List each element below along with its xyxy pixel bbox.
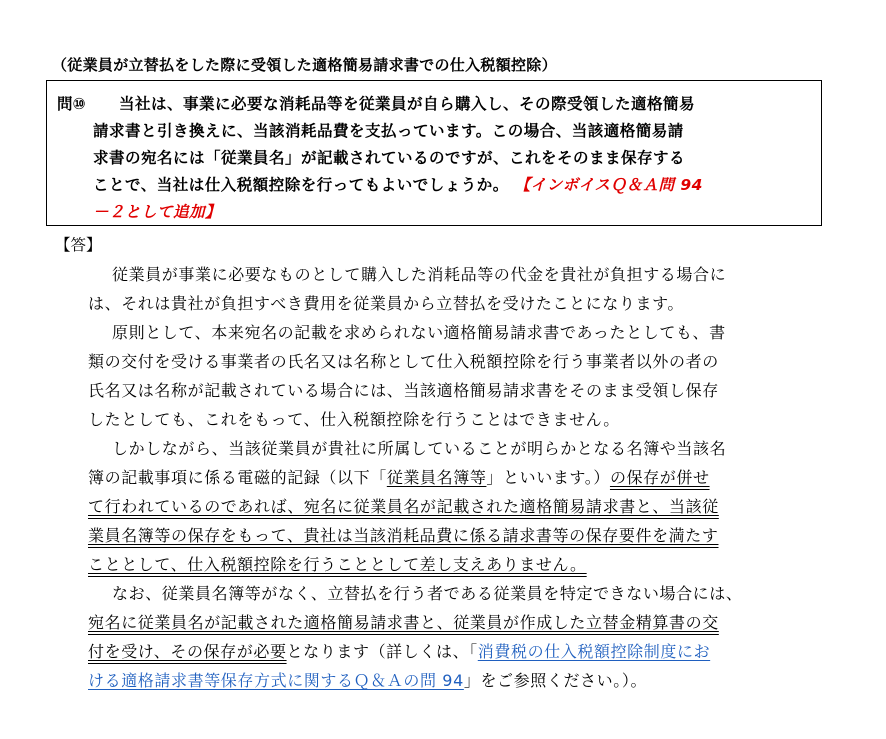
answer-line: しかしながら、当該従業員が貴社に所属していることが明らかとなる名簿や当該名 bbox=[112, 439, 727, 458]
question-line: 請求書と引き換えに、当該消耗品費を支払っています。この場合、当該適格簡易請 bbox=[93, 122, 684, 140]
update-note: －２として追加】 bbox=[93, 203, 222, 221]
answer-line bbox=[88, 639, 710, 662]
question-line bbox=[93, 200, 221, 222]
underlined-line: 業員名簿等の保存をもって、貴社は当該消耗品費に係る請求書等の保存要件を満たす bbox=[88, 526, 719, 545]
question-box bbox=[46, 80, 822, 226]
answer-text: となります（詳しくは、「 bbox=[286, 642, 478, 661]
question-line bbox=[93, 173, 703, 195]
answer-text: 簿の記載事項に係る電磁的記録（以下「 bbox=[88, 468, 387, 487]
answer-line: 従業員が事業に必要なものとして購入した消耗品等の代金を貴社が負担する場合に bbox=[112, 265, 727, 284]
underlined-line: こととして、仕入税額控除を行うこととして差し支えありません。 bbox=[88, 555, 587, 574]
answer-text: 」といいます。） bbox=[486, 468, 610, 487]
update-note: 【インボイスＱ＆Ａ問 94 bbox=[514, 176, 703, 194]
section-heading: （従業員が立替払をした際に受領した適格簡易請求書での仕入税額控除） bbox=[52, 56, 557, 74]
answer-label: 【答】 bbox=[55, 236, 102, 254]
reference-link[interactable]: 消費税の仕入税額控除制度にお bbox=[477, 642, 711, 661]
answer-line: なお、従業員名簿等がなく、立替払を行う者である従業員を特定できない場合には、 bbox=[112, 584, 743, 603]
question-label: 問⑩ bbox=[57, 95, 86, 113]
underlined-line: て行われているのであれば、宛名に従業員名が記載された適格簡易請求書と、当該従 bbox=[88, 497, 719, 516]
answer-line bbox=[88, 668, 647, 691]
underlined-text: の保存が併せ bbox=[609, 468, 710, 487]
answer-line: 原則として、本来宛名の記載を求められない適格簡易請求書であったとしても、書 bbox=[112, 323, 726, 342]
question-text: ことで、当社は仕入税額控除を行ってもよいでしょうか。 bbox=[93, 176, 509, 194]
answer-line: は、それは貴社が負担すべき費用を従業員から立替払を受けたことになります。 bbox=[88, 294, 685, 313]
reference-link[interactable]: ける適格請求書等保存方式に関するＱ＆Ａの問 94 bbox=[88, 671, 464, 690]
defined-term: 従業員名簿等 bbox=[386, 468, 487, 487]
answer-line: 氏名又は名称が記載されている場合には、当該適格簡易請求書をそのまま受領し保存 bbox=[88, 381, 719, 400]
question-line: 当社は、事業に必要な消耗品等を従業員が自ら購入し、その際受領した適格簡易 bbox=[119, 95, 696, 113]
question-line: 求書の宛名には「従業員名」が記載されているのですが、これをそのまま保存する bbox=[93, 149, 686, 167]
answer-text: 」をご参照ください。）。 bbox=[463, 671, 648, 690]
answer-line bbox=[88, 465, 710, 488]
answer-line: 類の交付を受ける事業者の氏名又は名称として仕入税額控除を行う事業者以外の者の bbox=[88, 352, 719, 371]
answer-line: したとしても、これをもって、仕入税額控除を行うことはできません。 bbox=[88, 410, 620, 429]
underlined-line: 宛名に従業員名が記載された適格簡易請求書と、従業員が作成した立替金精算書の交 bbox=[88, 613, 719, 632]
underlined-text: 付を受け、その保存が必要 bbox=[88, 642, 287, 661]
